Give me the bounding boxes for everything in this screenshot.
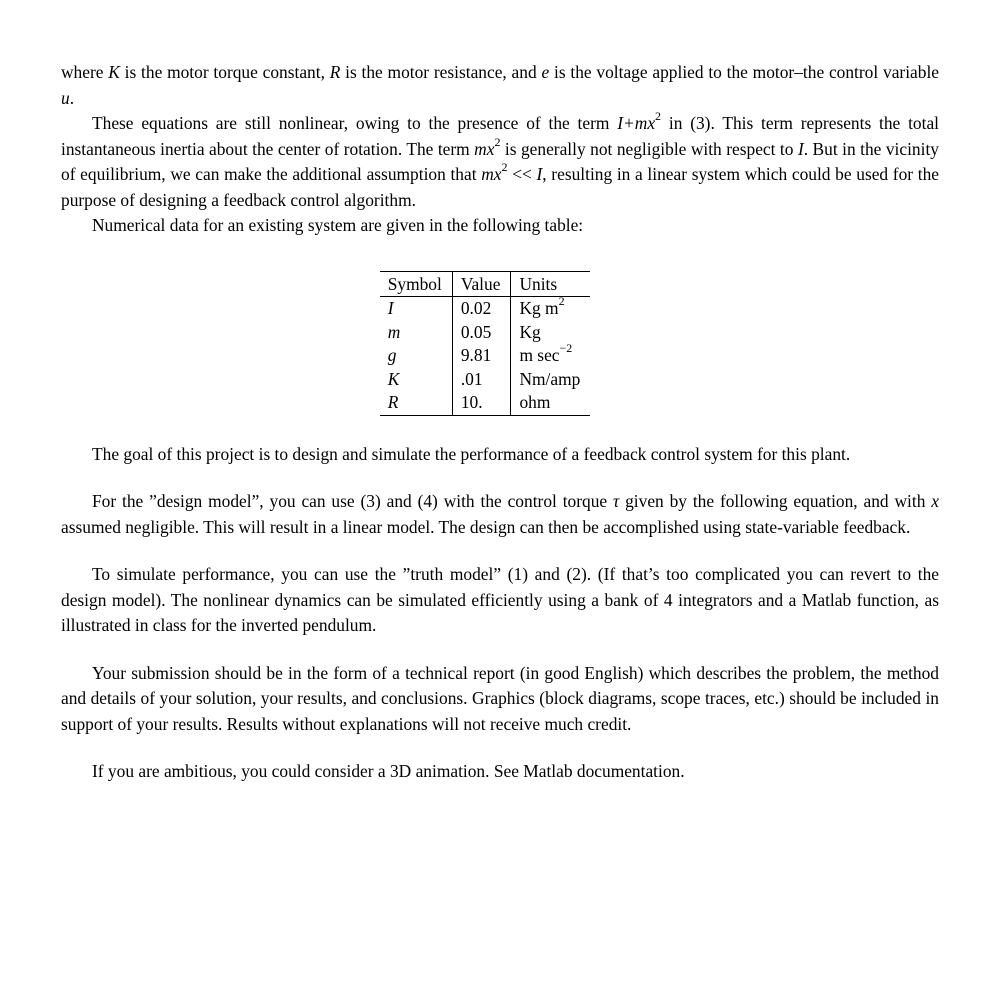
table-header-row [380,271,591,297]
cell-value: 0.05 [452,321,511,345]
table-container [61,271,939,416]
table-row [380,391,591,415]
table-row [380,344,591,368]
cell-symbol: g [387,345,397,365]
cell-unit: Nm/amp [511,368,590,392]
paragraph-truth-model: To simulate performance, you can use the ”truth model” (1) and (2). (If that’s too complicated you can revert to the design model). The nonlinear dynamics can be simulated efficiently using a bank of 4 integrators and a Matlab function, as illustrated in class for the inverted pendulum. [61,564,939,635]
cell-value: 0.02 [452,297,511,321]
paragraph-table-intro: Numerical data for an existing system are given in the following table: [92,215,584,235]
table-row [380,297,591,321]
paragraph-design-model: For the ”design model”, you can use (3) and (4) with the control torque τ given by the following equation, and with x assumed negligible. This will result in a linear model. The design can then be accomplished using state-variable feedback. [61,491,939,537]
paragraph-project-goal: The goal of this project is to design and simulate the performance of a feedback control system for this plant. [92,443,851,464]
cell-unit: m $\sec^{-2}$ [511,344,590,368]
cell-unit: Kg $m^2$ [511,297,590,321]
document-page [61,60,939,785]
paragraph-motor-definitions: where K is the motor torque constant, R is the motor resistance, and e is the voltage applied to the motor–the control variable u. [61,62,939,108]
cell-value: 10. [452,391,511,415]
cell-unit: ohm [511,391,590,415]
cell-symbol: K [387,368,400,389]
cell-symbol: m [387,321,401,342]
numerical-data-table [380,271,591,416]
cell-value: 9.81 [452,344,511,368]
cell-unit: Kg [511,321,590,345]
header-value: Value [452,271,511,297]
table-row [380,321,591,345]
cell-value: .01 [452,368,511,392]
header-units: Units [511,271,590,297]
paragraph-nonlinear: These equations are still nonlinear, owing to the presence of the term $I+mx^2$ in (3). This term represents the total instantaneous inertia about the center of rotation. The term $mx^2$ is generally not negligible with respect to I. But in the vicinity of equilibrium, we can make the additional assumption that $mx^2 << I$, resulting in a linear system which could be used for the purpose of designing a feedback control algorithm. [61,109,940,210]
header-symbol: Symbol [380,271,453,297]
cell-symbol: R [387,392,399,412]
paragraph-ambitious: If you are ambitious, you could consider a 3D animation. See Matlab documentation. [92,761,685,781]
paragraph-submission: Your submission should be in the form of a technical report (in good English) which describes the problem, the method and details of your solution, your results, and conclusions. Graphics (block diagrams, scope traces, etc.) should be included in support of your results. Results without explanations will not receive much credit. [61,662,939,734]
cell-symbol: I [387,298,394,318]
table-row [380,368,591,392]
